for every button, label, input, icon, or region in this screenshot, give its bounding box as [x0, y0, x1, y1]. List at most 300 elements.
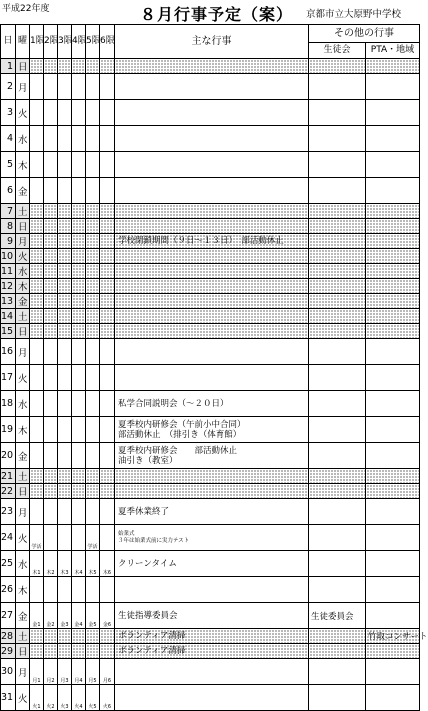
weekday: 日: [16, 484, 30, 499]
weekday: 月: [16, 74, 30, 100]
period-cell: [58, 219, 72, 234]
day-row: [1, 603, 420, 629]
weekday: 水: [16, 551, 30, 577]
period-cell: [30, 204, 44, 219]
period-cell: [100, 629, 115, 644]
period-cell: 木2: [44, 551, 58, 577]
day-header: 日: [1, 25, 16, 59]
main-events-cell: [115, 443, 309, 469]
period-cell: [30, 100, 44, 126]
period-cell: [86, 59, 100, 74]
period-cell: [86, 469, 100, 484]
day-row: [1, 74, 420, 100]
main-events-cell: [115, 294, 309, 309]
weekday: 土: [16, 469, 30, 484]
main-events-cell: [115, 685, 309, 711]
weekday: 火: [16, 365, 30, 391]
day-row: [1, 178, 420, 204]
day-row: [1, 219, 420, 234]
student-council-cell: [309, 469, 366, 484]
pta-cell: [366, 219, 420, 234]
period-cell: [58, 443, 72, 469]
period-cell: [72, 294, 86, 309]
period-cell: [44, 525, 58, 551]
main-events-cell: [115, 339, 309, 365]
main-events-cell: [115, 126, 309, 152]
day-row: [1, 324, 420, 339]
student-council-cell: [309, 659, 366, 685]
student-council-cell: [309, 178, 366, 204]
period-cell: [58, 234, 72, 249]
period-cell: [72, 629, 86, 644]
period-cell: [30, 499, 44, 525]
day-row: [1, 577, 420, 603]
period-cell: [100, 74, 115, 100]
period-cell: [44, 219, 58, 234]
student-council-cell: [309, 629, 366, 644]
period-cell: [86, 443, 100, 469]
day-row: [1, 264, 420, 279]
period-cell: [44, 499, 58, 525]
main-events-cell: [115, 178, 309, 204]
period-cell: [30, 126, 44, 152]
period-cell: [72, 264, 86, 279]
weekday-header: 曜: [16, 25, 30, 59]
student-council-cell: [309, 577, 366, 603]
day-number: 2: [1, 74, 16, 100]
period-cell: [58, 391, 72, 417]
weekday: 日: [16, 59, 30, 74]
period-cell: [30, 249, 44, 264]
day-number: 18: [1, 391, 16, 417]
period-cell: [44, 59, 58, 74]
period-cell: [86, 279, 100, 294]
pta-header: PTA・地域: [366, 43, 420, 59]
period-cell: [86, 324, 100, 339]
main-events-cell: [115, 324, 309, 339]
period-cell: [72, 178, 86, 204]
pta-cell: [366, 294, 420, 309]
day-number: 8: [1, 219, 16, 234]
day-number: 19: [1, 417, 16, 443]
day-row: [1, 365, 420, 391]
period-cell: [72, 74, 86, 100]
day-row: [1, 249, 420, 264]
period-cell: [30, 577, 44, 603]
period-cell: 火3: [58, 685, 72, 711]
day-number: 6: [1, 178, 16, 204]
period-cell: [30, 629, 44, 644]
period-cell: [72, 443, 86, 469]
weekday: 木: [16, 279, 30, 294]
period-cell: [30, 234, 44, 249]
period-cell: 月4: [72, 659, 86, 685]
period-cell: [30, 339, 44, 365]
period-cell: [44, 234, 58, 249]
period-cell: [58, 499, 72, 525]
period-cell: [72, 339, 86, 365]
period-cell: [44, 74, 58, 100]
day-number: 14: [1, 309, 16, 324]
period-cell: [100, 644, 115, 659]
day-row: [1, 204, 420, 219]
pta-cell: [366, 264, 420, 279]
period-cell: 火5: [86, 685, 100, 711]
period-cell: [30, 324, 44, 339]
day-number: 11: [1, 264, 16, 279]
period-cell: [58, 577, 72, 603]
day-row: [1, 525, 420, 551]
period-cell: 火6: [100, 685, 115, 711]
student-council-cell: [309, 499, 366, 525]
period-cell: [58, 365, 72, 391]
day-number: 13: [1, 294, 16, 309]
pta-cell: [366, 484, 420, 499]
period-cell: [72, 249, 86, 264]
period-cell: 木5: [86, 551, 100, 577]
period-cell: [72, 219, 86, 234]
student-council-cell: [309, 74, 366, 100]
pta-cell: [366, 685, 420, 711]
day-number: 22: [1, 484, 16, 499]
pta-cell: [366, 339, 420, 365]
pta-cell: [366, 309, 420, 324]
student-council-cell: [309, 249, 366, 264]
pta-cell: [366, 279, 420, 294]
student-council-cell: [309, 152, 366, 178]
student-council-cell: [309, 484, 366, 499]
main-events-cell: [115, 279, 309, 294]
period-cell: [30, 484, 44, 499]
day-row: [1, 484, 420, 499]
weekday: 日: [16, 324, 30, 339]
period-cell: [58, 178, 72, 204]
period-cell: 金3: [58, 603, 72, 629]
period-cell: [44, 100, 58, 126]
student-council-cell: [309, 391, 366, 417]
pta-cell: [366, 365, 420, 391]
period-cell: [44, 644, 58, 659]
day-row: [1, 309, 420, 324]
period-cell: [58, 324, 72, 339]
period-cell: [86, 204, 100, 219]
period-cell: 月6: [100, 659, 115, 685]
period-cell: 木4: [72, 551, 86, 577]
student-council-cell: [309, 204, 366, 219]
period-cell: [86, 644, 100, 659]
period-cell: [72, 644, 86, 659]
day-number: 7: [1, 204, 16, 219]
period-cell: 学活: [86, 525, 100, 551]
pta-cell: [366, 391, 420, 417]
period-cell: [86, 126, 100, 152]
period-cell: [44, 249, 58, 264]
period-cell: [100, 126, 115, 152]
weekday: 木: [16, 152, 30, 178]
pta-cell: [366, 577, 420, 603]
period-cell: [58, 152, 72, 178]
weekday: 金: [16, 443, 30, 469]
pta-cell: [366, 525, 420, 551]
weekday: 火: [16, 525, 30, 551]
day-row: [1, 234, 420, 249]
period-cell: [30, 391, 44, 417]
day-row: [1, 443, 420, 469]
main-events-cell: [115, 391, 309, 417]
period-cell: [86, 249, 100, 264]
main-events-cell: [115, 264, 309, 279]
weekday: 木: [16, 577, 30, 603]
period-cell: [58, 484, 72, 499]
student-council-cell: [309, 59, 366, 74]
main-events-cell: [115, 234, 309, 249]
period-cell: [72, 365, 86, 391]
period-cell: [86, 264, 100, 279]
day-row: [1, 294, 420, 309]
period-cell: [100, 178, 115, 204]
period-cell: [58, 279, 72, 294]
period-cell: [100, 219, 115, 234]
period-header-5: 5限: [86, 25, 100, 59]
weekday: 月: [16, 234, 30, 249]
period-cell: [44, 629, 58, 644]
period-cell: [44, 324, 58, 339]
period-cell: [30, 294, 44, 309]
pta-cell: [366, 100, 420, 126]
period-cell: [86, 577, 100, 603]
weekday: 火: [16, 100, 30, 126]
period-cell: 金1: [30, 603, 44, 629]
student-council-cell: [309, 365, 366, 391]
period-cell: [72, 525, 86, 551]
period-cell: [100, 294, 115, 309]
pta-cell: [366, 443, 420, 469]
period-cell: [44, 309, 58, 324]
page-title: ８月行事予定（案）: [140, 5, 294, 24]
pta-cell: [366, 603, 420, 629]
day-number: 27: [1, 603, 16, 629]
period-cell: [86, 629, 100, 644]
period-cell: [86, 294, 100, 309]
pta-cell: [366, 234, 420, 249]
period-header-3: 3限: [58, 25, 72, 59]
period-cell: [100, 309, 115, 324]
period-cell: [100, 499, 115, 525]
period-cell: [100, 525, 115, 551]
period-cell: [100, 234, 115, 249]
period-cell: [44, 126, 58, 152]
period-cell: [100, 100, 115, 126]
period-cell: [44, 577, 58, 603]
student-council-cell: [309, 644, 366, 659]
main-events-cell: [115, 644, 309, 659]
period-cell: 木6: [100, 551, 115, 577]
pta-cell: [366, 659, 420, 685]
day-row: [1, 279, 420, 294]
day-row: [1, 126, 420, 152]
main-events-cell: [115, 219, 309, 234]
schedule-table: [0, 24, 428, 711]
student-council-cell: 生徒委員会: [309, 603, 366, 629]
period-cell: [44, 152, 58, 178]
period-cell: 月5: [86, 659, 100, 685]
day-row: [1, 417, 420, 443]
period-cell: [30, 178, 44, 204]
event-line: 夏季校内研修会（午前小中合同）: [118, 419, 246, 430]
student-council-header: 生徒会: [309, 43, 366, 59]
main-events-cell: [115, 74, 309, 100]
pta-cell: [366, 74, 420, 100]
main-events-cell: [115, 525, 309, 551]
pta-cell: [366, 126, 420, 152]
weekday: 金: [16, 603, 30, 629]
period-cell: [72, 126, 86, 152]
period-cell: [100, 279, 115, 294]
day-number: 17: [1, 365, 16, 391]
day-row: [1, 659, 420, 685]
period-cell: [44, 443, 58, 469]
period-cell: [72, 100, 86, 126]
period-cell: [30, 264, 44, 279]
event-line: 部活動休止 （排引き（体育館）: [118, 429, 242, 440]
day-row: [1, 59, 420, 74]
day-row: [1, 339, 420, 365]
period-cell: [58, 644, 72, 659]
period-cell: 月1: [30, 659, 44, 685]
period-cell: [58, 126, 72, 152]
period-cell: [58, 525, 72, 551]
weekday: 火: [16, 685, 30, 711]
period-cell: [30, 469, 44, 484]
period-cell: [58, 100, 72, 126]
period-cell: [72, 391, 86, 417]
pta-cell: [366, 324, 420, 339]
main-events-cell: [115, 499, 309, 525]
period-cell: [100, 443, 115, 469]
main-events-cell: [115, 309, 309, 324]
day-number: 15: [1, 324, 16, 339]
period-cell: [30, 309, 44, 324]
period-cell: [44, 204, 58, 219]
main-events-cell: [115, 417, 309, 443]
main-events-cell: [115, 204, 309, 219]
period-cell: 火2: [44, 685, 58, 711]
weekday: 土: [16, 204, 30, 219]
pta-cell: [366, 551, 420, 577]
student-council-cell: [309, 324, 366, 339]
period-cell: [58, 59, 72, 74]
period-cell: [72, 234, 86, 249]
period-cell: 金5: [86, 603, 100, 629]
period-cell: [72, 499, 86, 525]
period-cell: [44, 294, 58, 309]
period-cell: [58, 309, 72, 324]
weekday: 木: [16, 417, 30, 443]
schedule-body: [1, 59, 428, 711]
period-cell: [58, 417, 72, 443]
period-cell: [58, 629, 72, 644]
main-events-cell: [115, 100, 309, 126]
day-row: [1, 469, 420, 484]
student-council-cell: [309, 294, 366, 309]
weekday: 月: [16, 499, 30, 525]
main-events-cell: [115, 603, 309, 629]
pta-cell: [366, 249, 420, 264]
period-cell: [72, 279, 86, 294]
period-cell: [58, 339, 72, 365]
period-cell: [72, 59, 86, 74]
period-cell: [86, 484, 100, 499]
student-council-cell: [309, 525, 366, 551]
day-number: 20: [1, 443, 16, 469]
period-cell: [72, 469, 86, 484]
weekday: 水: [16, 126, 30, 152]
period-cell: [86, 178, 100, 204]
main-events-cell: [115, 659, 309, 685]
student-council-cell: [309, 126, 366, 152]
period-cell: [30, 59, 44, 74]
period-cell: [44, 339, 58, 365]
period-cell: [100, 152, 115, 178]
fiscal-year-label: 平成22年度: [2, 4, 50, 14]
period-cell: [30, 644, 44, 659]
period-cell: [44, 279, 58, 294]
period-cell: [72, 309, 86, 324]
period-cell: [100, 365, 115, 391]
period-cell: [44, 178, 58, 204]
day-row: [1, 644, 420, 659]
day-number: 31: [1, 685, 16, 711]
day-number: 26: [1, 577, 16, 603]
day-number: 29: [1, 644, 16, 659]
period-cell: [86, 152, 100, 178]
period-cell: [100, 339, 115, 365]
main-events-cell: [115, 551, 309, 577]
day-number: 21: [1, 469, 16, 484]
pta-cell: [366, 152, 420, 178]
pta-cell: 竹取コンサート: [366, 629, 420, 644]
day-number: 3: [1, 100, 16, 126]
period-cell: [72, 204, 86, 219]
day-number: 12: [1, 279, 16, 294]
main-events-header: 主な行事: [115, 25, 309, 59]
student-council-cell: [309, 685, 366, 711]
period-cell: [86, 391, 100, 417]
day-row: [1, 100, 420, 126]
period-cell: 火4: [72, 685, 86, 711]
period-cell: [100, 324, 115, 339]
period-cell: [30, 365, 44, 391]
other-events-header: その他の行事: [309, 25, 420, 43]
period-cell: 火1: [30, 685, 44, 711]
pta-cell: [366, 499, 420, 525]
weekday: 日: [16, 219, 30, 234]
period-cell: [44, 365, 58, 391]
main-events-cell: [115, 249, 309, 264]
period-cell: [86, 100, 100, 126]
period-cell: [86, 417, 100, 443]
period-header-1: 1限: [30, 25, 44, 59]
period-cell: [100, 59, 115, 74]
student-council-cell: [309, 443, 366, 469]
student-council-cell: [309, 219, 366, 234]
day-row: [1, 551, 420, 577]
day-number: 10: [1, 249, 16, 264]
day-number: 5: [1, 152, 16, 178]
event-line: ボランティア清掃: [118, 646, 186, 656]
period-cell: [86, 234, 100, 249]
event-line: 始業式: [118, 530, 135, 537]
